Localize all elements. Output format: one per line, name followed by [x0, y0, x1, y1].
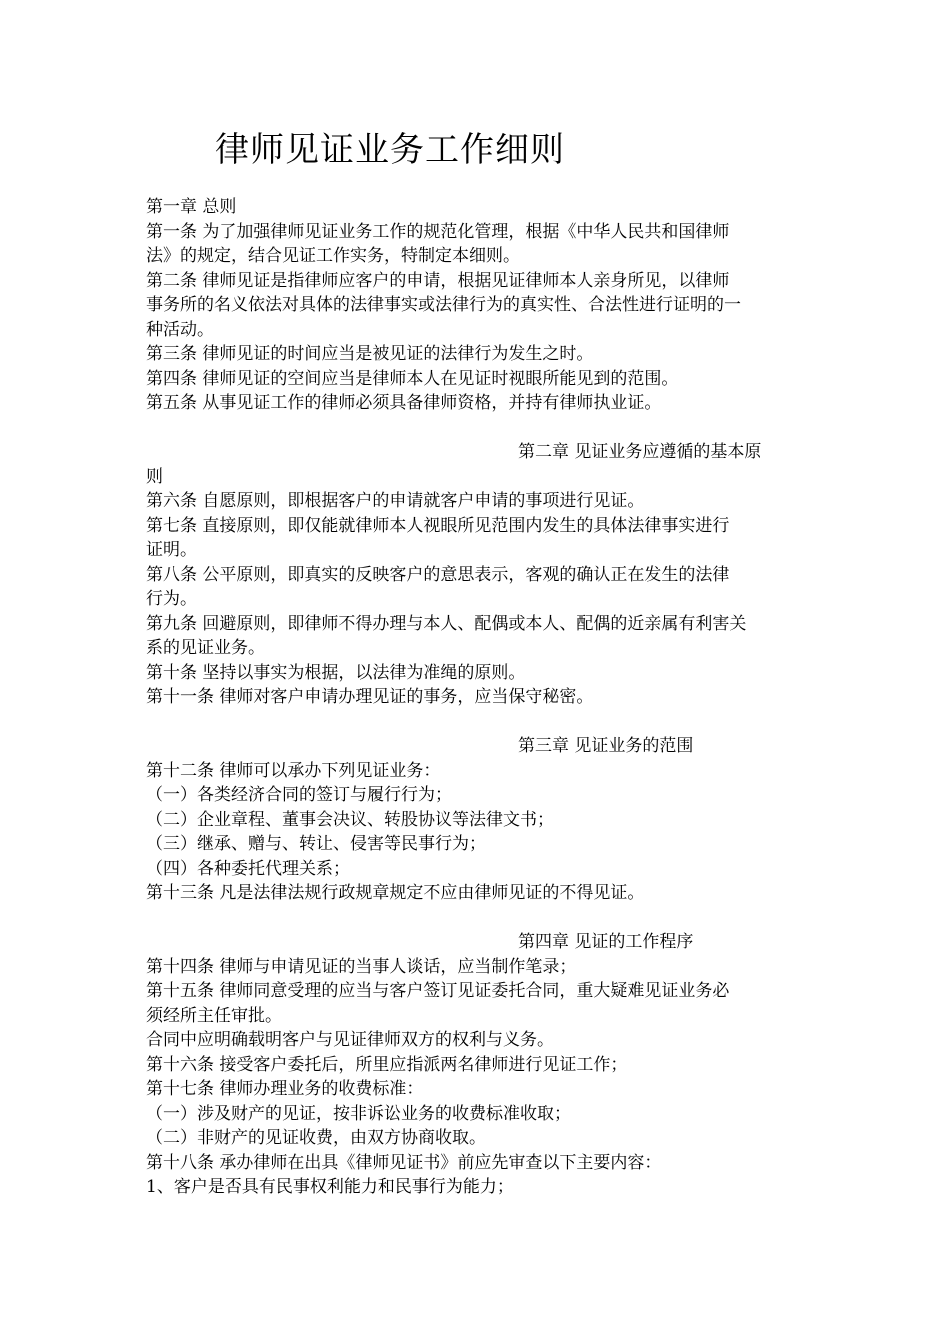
article-11: 第十一条 律师对客户申请办理见证的事务，应当保守秘密。 [146, 687, 594, 707]
article-12: 第十二条 律师可以承办下列见证业务： [146, 760, 441, 781]
article-18-item-1: 1、客户是否具有民事权利能力和民事行为能力； [146, 1177, 514, 1197]
article-8-line-1: 第八条 公平原则，即真实的反映客户的意思表示，客观的确认正在发生的法律 [146, 564, 730, 585]
article-2-line-2: 事务所的名义依法对具体的法律事实或法律行为的真实性、合法性进行证明的一 [146, 295, 741, 315]
contract-rights-line: 合同中应明确载明客户与见证律师双方的权利与义务。 [146, 1030, 554, 1050]
article-12-item-2: （二）企业章程、董事会决议、转股协议等法律文书； [146, 809, 554, 830]
chapter-3-heading: 第三章 见证业务的范围 [518, 736, 694, 756]
article-18: 第十八条 承办律师在出具《律师见证书》前应先审查以下主要内容： [146, 1152, 662, 1173]
chapter-2-heading-continued: 则 [146, 466, 163, 487]
article-17: 第十七条 律师办理业务的收费标准： [146, 1079, 424, 1099]
article-9-line-1: 第九条 回避原则，即律师不得办理与本人、配偶或本人、配偶的近亲属有利害关 [146, 613, 747, 634]
article-8-line-2: 行为。 [146, 589, 197, 609]
article-16: 第十六条 接受客户委托后，所里应指派两名律师进行见证工作； [146, 1054, 628, 1075]
article-10: 第十条 坚持以事实为根据，以法律为准绳的原则。 [146, 662, 526, 683]
blank-line [146, 416, 810, 441]
article-14: 第十四条 律师与申请见证的当事人谈话，应当制作笔录； [146, 956, 577, 977]
blank-line [146, 906, 810, 931]
article-2-line-3: 种活动。 [146, 319, 214, 340]
chapter-1-heading: 第一章 总则 [146, 197, 237, 217]
article-13: 第十三条 凡是法律法规行政规章规定不应由律师见证的不得见证。 [146, 883, 645, 903]
article-5: 第五条 从事见证工作的律师必须具备律师资格，并持有律师执业证。 [146, 393, 662, 413]
article-12-item-4: （四）各种委托代理关系； [146, 858, 350, 879]
article-12-item-1: （一）各类经济合同的签订与履行行为； [146, 785, 452, 805]
document-body [146, 195, 810, 1200]
article-3: 第三条 律师见证的时间应当是被见证的法律行为发生之时。 [146, 344, 594, 364]
article-17-item-2: （二）非财产的见证收费，由双方协商收取。 [146, 1128, 486, 1148]
article-6: 第六条 自愿原则，即根据客户的申请就客户申请的事项进行见证。 [146, 491, 645, 511]
article-7-line-1: 第七条 直接原则，即仅能就律师本人视眼所见范围内发生的具体法律事实进行 [146, 515, 730, 536]
article-12-item-3: （三）继承、赠与、转让、侵害等民事行为； [146, 834, 486, 854]
blank-line [146, 710, 810, 735]
article-9-line-2: 系的见证业务。 [146, 638, 265, 658]
article-7-line-2: 证明。 [146, 540, 197, 560]
chapter-4-heading: 第四章 见证的工作程序 [518, 932, 694, 952]
article-4: 第四条 律师见证的空间应当是律师本人在见证时视眼所能见到的范围。 [146, 368, 679, 389]
article-1-line-2: 法》的规定，结合见证工作实务，特制定本细则。 [146, 246, 520, 266]
chapter-2-heading: 第二章 见证业务应遵循的基本原 [518, 442, 762, 462]
article-15-line-2: 须经所主任审批。 [146, 1005, 282, 1026]
article-2-line-1: 第二条 律师见证是指律师应客户的申请，根据见证律师本人亲身所见，以律师 [146, 270, 730, 291]
article-1-line-1: 第一条 为了加强律师见证业务工作的规范化管理，根据《中华人民共和国律师 [146, 221, 730, 242]
document-title: 律师见证业务工作细则 [215, 130, 565, 170]
article-17-item-1: （一）涉及财产的见证，按非诉讼业务的收费标准收取； [146, 1103, 571, 1124]
article-15-line-1: 第十五条 律师同意受理的应当与客户签订见证委托合同，重大疑难见证业务必 [146, 981, 730, 1001]
